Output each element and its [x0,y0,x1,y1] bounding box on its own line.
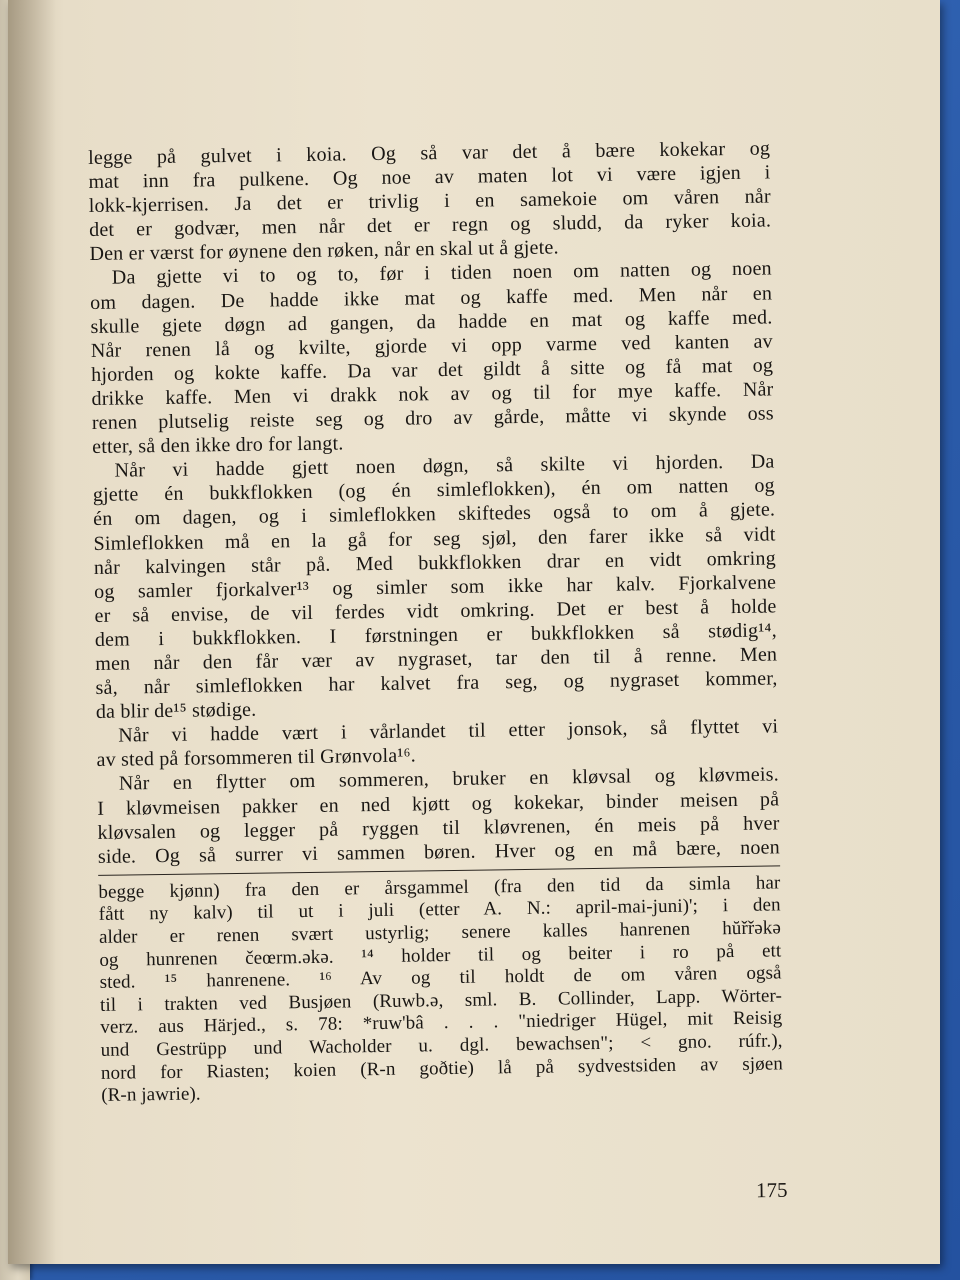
body-line: Da gjette vi to og to, før i tiden noen om natten og noen [111,257,772,290]
body-line: hjorden og kokte kaffe. Da var det gildt å sitte og få mat og [91,354,774,386]
body-line: renen plutselig reiste seg og dro av gårde, måtte vi skynde oss [91,402,774,435]
body-line: kløvsalen og legger på ryggen til kløvrenen, én meis på hver [97,812,780,844]
body-line: gjette én bukkflokken (og én simleflokken), én om natten og [92,474,775,507]
body-line: legge på gulvet i koia. Og så var det å bære kokekar og [88,137,771,169]
body-line: side. Og så surrer vi sammen børen. Hver og en må bære, noen [97,836,781,868]
page-text-block [88,136,783,1107]
body-line: etter, så den ikke dro for langt. [92,432,344,459]
footnote-line: und Gestrüpp und Wacholder u. dgl. bewachsen"; < gno. rúfr.), [100,1030,783,1061]
body-line: Når vi hadde vært i vårlandet til etter jonsok, så flyttet vi [118,715,779,747]
body-text [88,136,780,868]
body-line: når kalvingen står på. Med bukkflokken drar en vidt omkring [93,547,776,579]
body-line: Simleflokken må en la gå for seg sjøl, den farer ikke så vidt [93,522,776,555]
body-line: én om dagen, og i simleflokken skiftedes også to om å gjete. [93,498,776,531]
body-line: Når renen lå og kvilte, gjorde vi opp varme ved kanten av [90,330,773,362]
footnote-line: (R-n jawrie). [101,1083,201,1107]
footnote-line: alder er renen svært ustyrlig; senere kalles hanrenen hŭřřəkə [98,917,782,948]
footnote-line: sted. ¹⁵ hanrenene. ¹⁶ Av og til holdt de om våren også [99,962,782,994]
body-line: men når den får vær av nygraset, tar den til å renne. Men [95,643,778,675]
body-line: da blir de¹⁵ stødige. [95,698,257,724]
body-line: Når en flytter om sommeren, bruker en kløvsal og kløvmeis. [118,763,780,796]
body-line: det er godvær, men når det er regn og sludd, da ryker koia. [89,209,772,242]
body-line: I kløvmeisen pakker en ned kjøtt og kokekar, binder meisen på [97,787,780,820]
body-line: Den er værst for øynene den røken, når en skal ut å gjete. [89,236,559,266]
body-line: drikke kaffe. Men vi drakk nok av og til for mye kaffe. Når [91,378,774,410]
body-line: Når vi hadde gjett noen døgn, så skilte vi hjorden. Da [114,450,775,482]
body-line: av sted på forsommeren til Grønvola¹⁶. [96,744,417,772]
body-line: så, når simleflokken har kalvet fra seg, og nygraset kommer, [95,667,778,700]
body-line: skulle gjete døgn ad gangen, da hadde en mat og kaffe med. [90,306,773,338]
body-line: er så envise, de vil ferdes vidt omkring. Det er best å holde [94,595,777,627]
footnote-line: og hunrenen čeœrm.əkə. ¹⁴ holder til og beiter i ro på ett [99,939,782,971]
body-line: om dagen. De hadde ikke mat og kaffe med. Men når en [90,282,773,314]
body-line: dem i bukkflokken. I førstningen er bukkflokken så stødig¹⁴, [94,619,777,651]
footnote-line: nord for Riasten; koien (R-n goðtie) lå på sydvestsiden av sjøen [100,1052,784,1084]
footnote-line: verz. aus Härjed., s. 78: *ruw'bâ . . . "niedriger Hügel, mit Reisig [100,1007,783,1039]
body-line: og samler fjorkalver¹³ og simler som ikke har kalv. Fjorkalvene [94,571,777,603]
footnotes [98,872,783,1107]
page-gutter-shadow [8,0,56,1264]
footnote-line: fått ny kalv) til ut i juli (etter A. N.: april-mai-juni)'; i den [98,894,781,926]
footnote-line: begge kjønn) fra den er årsgammel (fra den tid da simla har [98,872,781,903]
page-number: 175 [755,1177,788,1203]
footnote-line: til i trakten ved Busjøen (Ruwb.ə, sml. B. Collinder, Lapp. Wörter- [99,985,783,1016]
body-line: mat inn fra pulkene. Og noe av maten lot vi være igjen i [88,161,771,194]
body-line: lokk-kjerrisen. Ja det er trivlig i en samekoie om våren når [88,185,771,218]
